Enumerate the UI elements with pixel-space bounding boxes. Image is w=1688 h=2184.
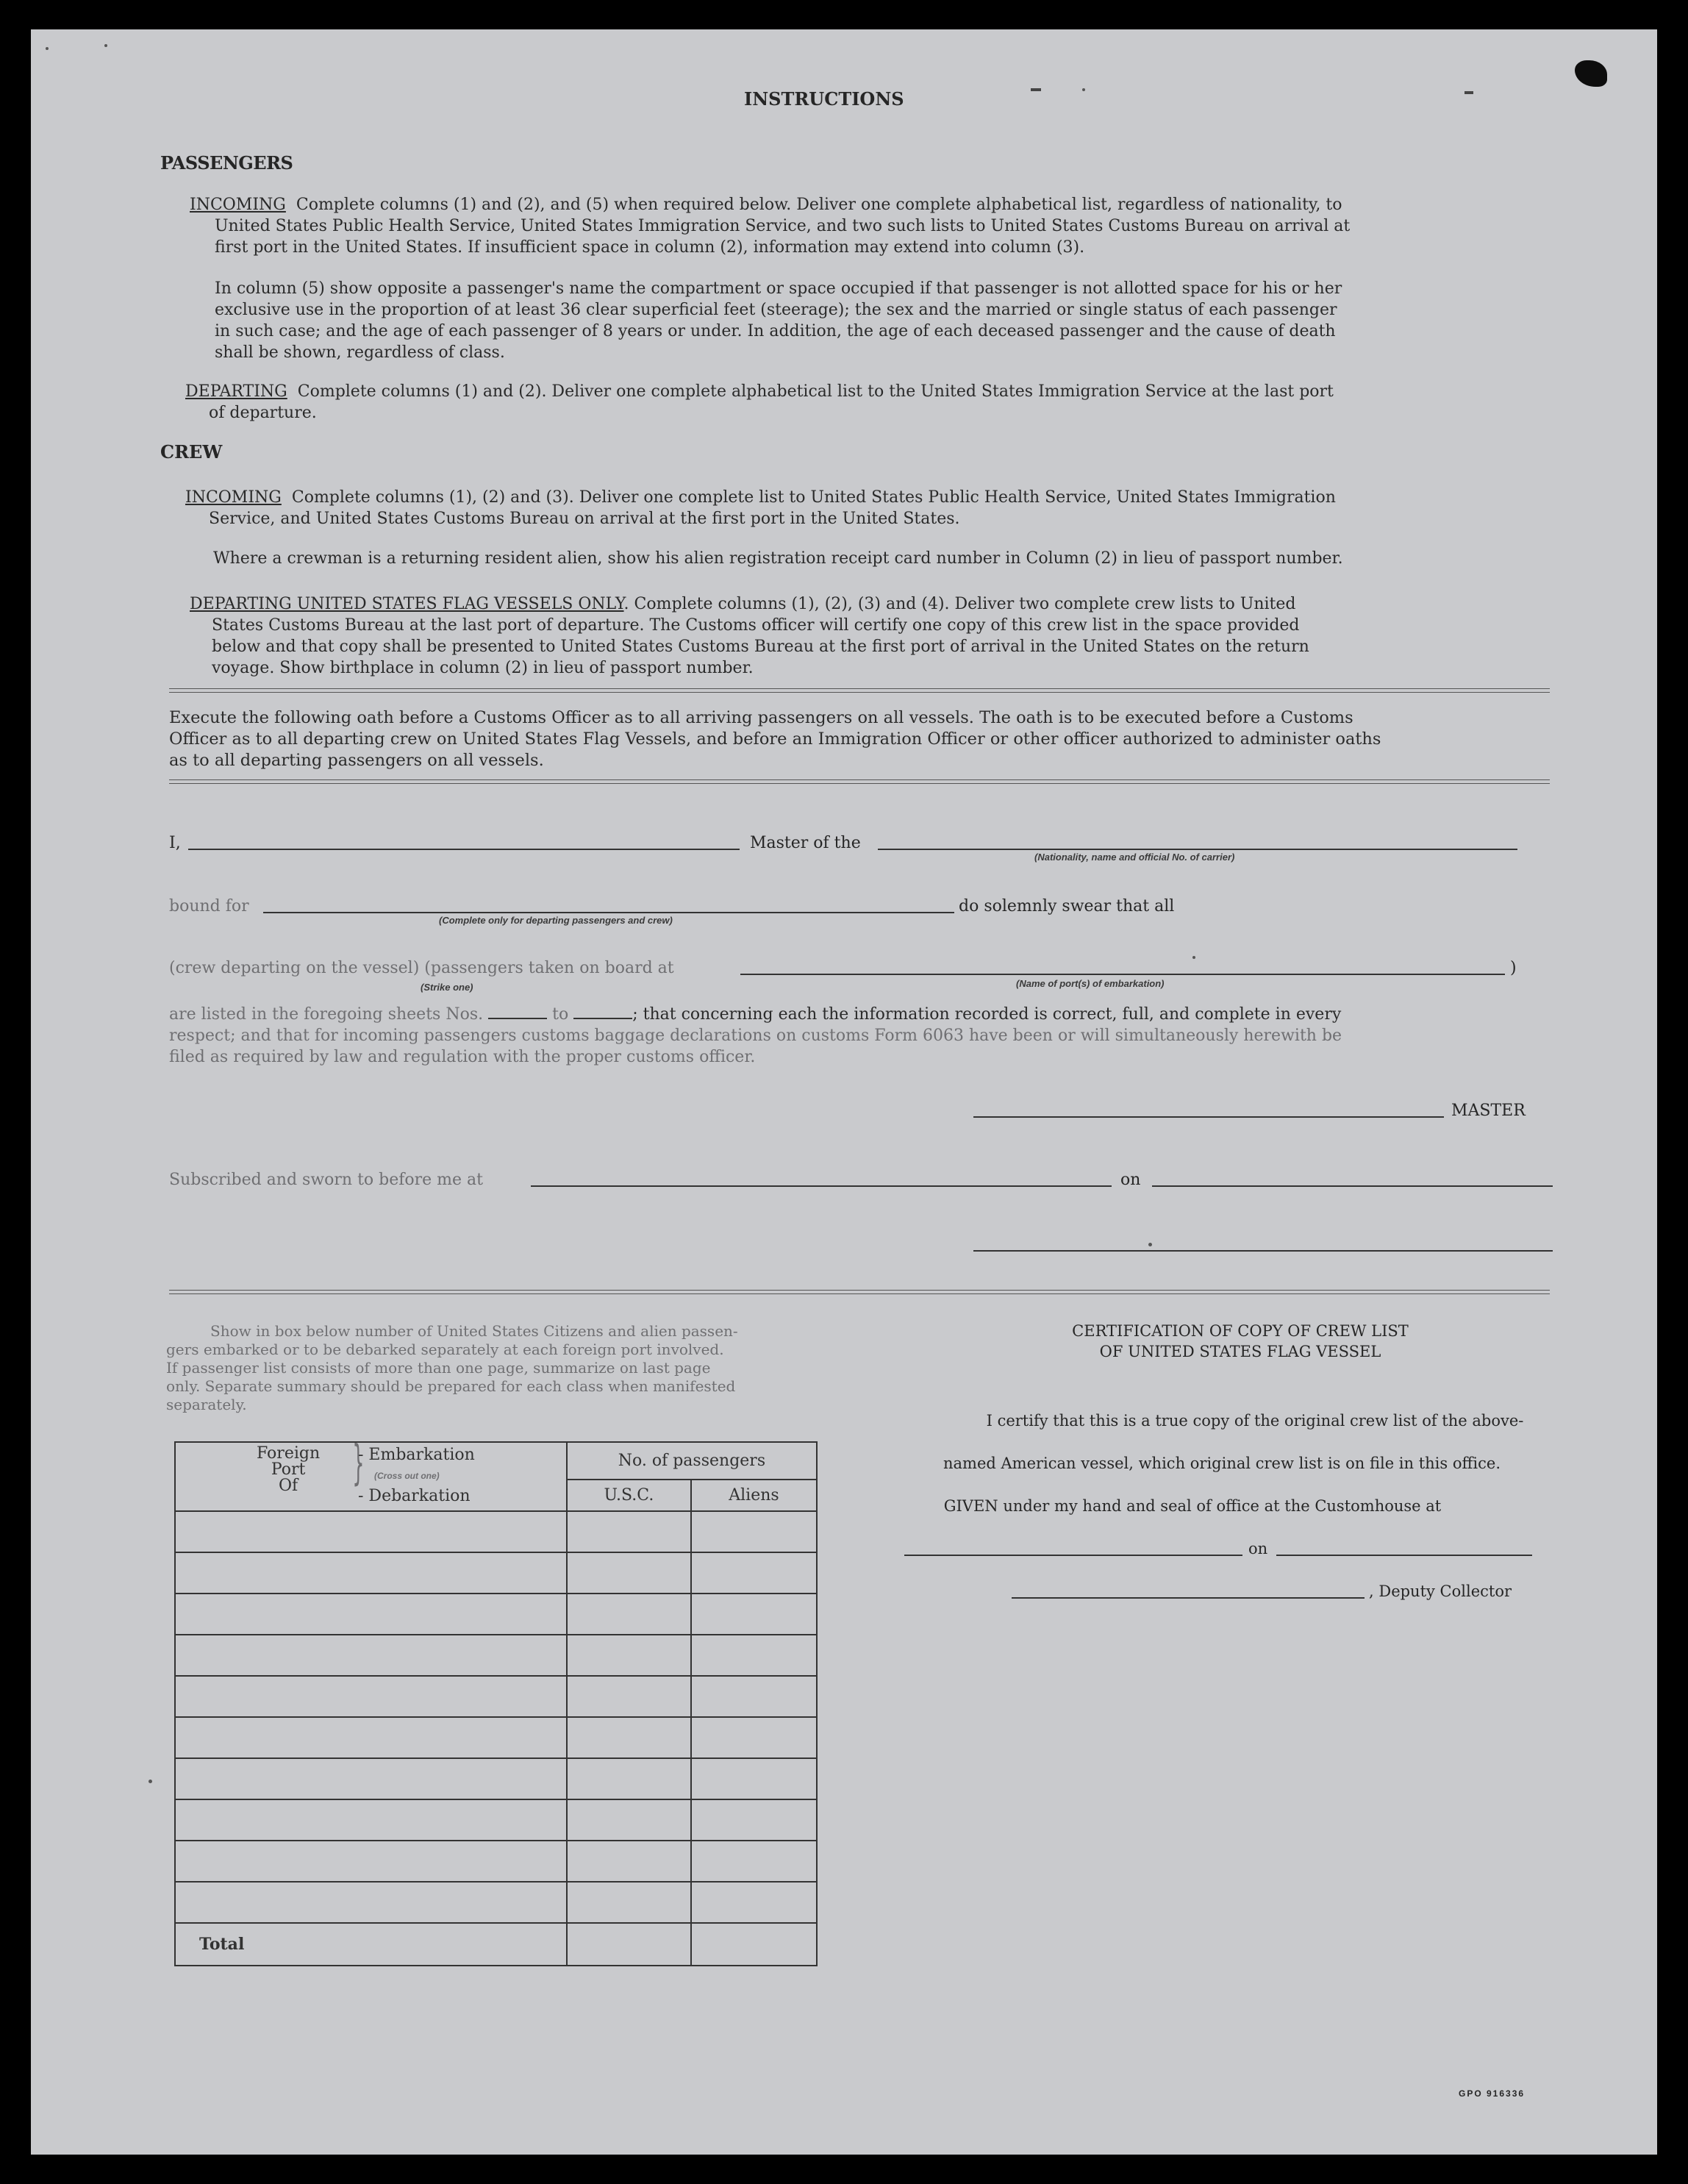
passengers-heading: PASSENGERS [160,152,293,174]
aliens-cell[interactable] [691,1758,817,1799]
usc-cell[interactable] [567,1594,691,1635]
column5-text-3: in such case; and the age of each passenger of 8 years or under. In addition, the age of each deceased passenger and the cause of death [215,322,1336,340]
passengers-incoming-text: Complete columns (1) and (2), and (5) when required below. Deliver one complete alphabetical list, regardless of nationality, to [296,196,1342,214]
crew-incoming-text: Complete columns (1), (2) and (3). Deliver one complete list to United States Public Health Service, United States Immigration [291,488,1336,507]
aliens-cell[interactable] [691,1841,817,1882]
master-signature-field[interactable] [973,1116,1444,1118]
certification-title-2: OF UNITED STATES FLAG VESSEL [1099,1343,1381,1360]
crew-incoming-label: INCOMING [185,488,282,507]
foreign-label: Foreign [257,1444,321,1463]
passengers-incoming-block [190,194,1350,258]
passenger-summary-table [174,1436,818,1966]
passengers-column5-block [215,278,1342,363]
summary-instr-1: Show in box below number of United States Citizens and alien passen- [210,1322,738,1340]
aliens-cell[interactable] [691,1676,817,1717]
usc-cell[interactable] [567,1882,691,1923]
passengers-departing-text-2: of departure. [209,404,317,422]
crew-heading: CREW [160,441,223,463]
usc-cell[interactable] [567,1552,691,1594]
crew-departing-label: DEPARTING UNITED STATES FLAG VESSELS ONLY [190,595,624,613]
gpo-code: GPO 916336 [1459,2088,1526,2099]
passengers-departing-text: Complete columns (1) and (2). Deliver one complete alphabetical list to the United States Immigration Service at the last port [297,382,1334,401]
close-paren: ) [1510,959,1517,977]
port-cell[interactable] [175,1635,567,1676]
summary-instructions [166,1322,828,1414]
table-row [175,1717,817,1758]
oath-intro [169,707,1381,771]
column5-text-4: shall be shown, regardless of class. [215,343,505,362]
divider [169,779,1550,784]
of-label: Of [278,1477,298,1495]
debarkation-label: - Debarkation [358,1487,471,1505]
port-cell[interactable] [175,1882,567,1923]
table-row [175,1882,817,1923]
total-label: Total [175,1923,567,1966]
master-signature-label: MASTER [1451,1102,1526,1120]
scan-speck [1082,88,1085,91]
passengers-departing-label: DEPARTING [185,382,287,401]
aliens-cell[interactable] [691,1552,817,1594]
passengers-incoming-label: INCOMING [190,196,286,214]
aliens-total-cell[interactable] [691,1923,817,1966]
usc-total-cell[interactable] [567,1923,691,1966]
scan-speck [46,47,49,50]
port-cell[interactable] [175,1511,567,1552]
aliens-cell[interactable] [691,1799,817,1841]
certification-text-3: GIVEN under my hand and seal of office at the Customhouse at [943,1497,1442,1515]
passengers-departing-block [185,381,1334,424]
listed-to: to [552,1005,569,1024]
crew-incoming-text-2: Service, and United States Customs Bureau on arrival at the first port in the United States. [209,510,960,528]
column5-text-2: exclusive use in the proportion of at least 36 clear superficial feet (steerage); the sex and the married or single status of each passenger [215,301,1337,319]
aliens-cell[interactable] [691,1511,817,1552]
carrier-caption: (Nationality, name and official No. of carrier) [1034,852,1235,863]
certification-text-2: named American vessel, which original crew list is on file in this office. [943,1455,1501,1472]
aliens-header: Aliens [691,1480,817,1511]
embarkation-label: - Embarkation [358,1446,475,1464]
sworn-at-field[interactable] [531,1185,1112,1187]
officer-signature-field[interactable] [973,1250,1553,1252]
port-of-embarkation-field[interactable] [740,974,1505,975]
solemnly-label: do solemnly swear that all [959,897,1175,916]
usc-cell[interactable] [567,1635,691,1676]
scan-speck [1148,1243,1152,1246]
cross-one-caption: (Cross out one) [374,1471,440,1481]
aliens-cell[interactable] [691,1594,817,1635]
usc-cell[interactable] [567,1717,691,1758]
scan-mark [1465,91,1473,94]
column5-text-1: In column (5) show opposite a passenger's name the compartment or space occupied if that passenger is not allotted space for his or her [215,279,1342,298]
scan-mark [1031,88,1041,91]
port-header-label [257,1446,320,1494]
master-name-field[interactable] [188,849,740,850]
crew-departing-text-3: below and that copy shall be presented to United States Customs Bureau at the first port of arrival in the United States on the return [212,638,1309,656]
sheet-to-field[interactable] [573,1018,632,1019]
carrier-field[interactable] [878,849,1517,850]
listed-block [169,1004,1342,1068]
sworn-date-field[interactable] [1152,1185,1553,1187]
scan-blot [1575,60,1607,87]
port-cell[interactable] [175,1758,567,1799]
table-row [175,1511,817,1552]
scan-speck [104,44,107,47]
strike-one-caption: (Strike one) [421,982,473,993]
table-row [175,1635,817,1676]
aliens-cell[interactable] [691,1635,817,1676]
customhouse-field[interactable] [904,1555,1242,1556]
crew-departing-text-2: States Customs Bureau at the last port of departure. The Customs officer will certify one copy of this crew list in the space provided [212,616,1300,635]
sworn-on-label: on [1120,1171,1141,1189]
scan-speck [149,1780,152,1783]
divider [169,688,1550,693]
aliens-cell[interactable] [691,1717,817,1758]
crew-departing-block [190,593,1309,679]
bound-for-label: bound for [169,897,249,916]
table-row [175,1552,817,1594]
table-row [175,1594,817,1635]
certification-date-field[interactable] [1276,1555,1532,1556]
bound-for-field[interactable] [263,912,954,913]
brace-glyph: } [352,1436,365,1491]
summary-instr-3: If passenger list consists of more than one page, summarize on last page [166,1359,711,1377]
table-row [175,1676,817,1717]
respect-text: respect; and that for incoming passengers customs baggage declarations on customs Form 6063 have been or will simultaneously herewith be [169,1027,1342,1045]
crew-departing-label: (crew departing on the vessel) (passengers taken on board at [169,959,674,977]
master-of-the-label: Master of the [750,834,861,852]
certification-title [957,1321,1523,1362]
port-cell[interactable] [175,1799,567,1841]
port-cell[interactable] [175,1676,567,1717]
bound-for-caption: (Complete only for departing passengers and crew) [439,915,673,926]
aliens-cell[interactable] [691,1882,817,1923]
crew-departing-text-4: voyage. Show birthplace in column (2) in lieu of passport number. [212,659,754,677]
oath-intro-1: Execute the following oath before a Customs Officer as to all arriving passengers on all vessels. The oath is to be executed before a Customs [169,708,1353,727]
certification-text-1: I certify that this is a true copy of the original crew list of the above- [986,1412,1524,1430]
deputy-signature-field[interactable] [1012,1597,1365,1599]
crew-resident-text: Where a crewman is a returning resident alien, show his alien registration receipt card number in Column (2) in lieu of passport number. [213,549,1343,568]
passengers-incoming-text-3: first port in the United States. If insufficient space in column (2), information may extend into column (3). [215,238,1085,257]
table-row [175,1758,817,1799]
divider [169,1290,1550,1294]
port-cell[interactable] [175,1552,567,1594]
certification-on-label: on [1248,1540,1268,1557]
usc-cell[interactable] [567,1758,691,1799]
summary-instr-4: only. Separate summary should be prepared for each class when manifested [166,1377,736,1395]
crew-departing-text: . Complete columns (1), (2), (3) and (4). Deliver two complete crew lists to United [623,595,1296,613]
port-label: Port [271,1460,306,1479]
oath-intro-3: as to all departing passengers on all vessels. [169,751,544,770]
port-cell[interactable] [175,1841,567,1882]
usc-cell[interactable] [567,1841,691,1882]
certification-title-1: CERTIFICATION OF COPY OF CREW LIST [1072,1322,1409,1340]
table-row [175,1841,817,1882]
table-header-row [175,1442,817,1480]
total-row [175,1923,817,1966]
port-cell[interactable] [175,1594,567,1635]
port-caption: (Name of port(s) of embarkation) [1016,978,1165,989]
usc-cell[interactable] [567,1511,691,1552]
table-row [175,1799,817,1841]
oath-intro-2: Officer as to all departing crew on United States Flag Vessels, and before an Immigration Officer or other officer authorized to administer oaths [169,729,1381,749]
scan-speck [1192,956,1195,959]
usc-header: U.S.C. [567,1480,691,1511]
listed-text-b: ; that concerning each the information recorded is correct, full, and complete in every [632,1005,1342,1024]
form-page [31,29,1657,2155]
filed-text: filed as required by law and regulation with the proper customs officer. [169,1048,756,1066]
deputy-collector-label: , Deputy Collector [1369,1582,1512,1600]
summary-instr-5: separately. [166,1396,247,1413]
passengers-incoming-text-2: United States Public Health Service, United States Immigration Service, and two such lists to United States Customs Bureau on arrival at [215,217,1351,235]
sheet-from-field[interactable] [488,1018,547,1019]
port-header-cell [175,1436,567,1511]
crew-incoming-block [185,487,1336,529]
summary-instr-2: gers embarked or to be debarked separately at each foreign port involved. [166,1341,724,1358]
port-cell[interactable] [175,1717,567,1758]
oath-i-label: I, [169,834,181,852]
usc-cell[interactable] [567,1676,691,1717]
no-passengers-header: No. of passengers [567,1442,817,1480]
page-title: INSTRUCTIONS [744,88,904,110]
usc-cell[interactable] [567,1799,691,1841]
listed-text-a: are listed in the foregoing sheets Nos. [169,1005,484,1024]
subscribed-label: Subscribed and sworn to before me at [169,1171,484,1189]
